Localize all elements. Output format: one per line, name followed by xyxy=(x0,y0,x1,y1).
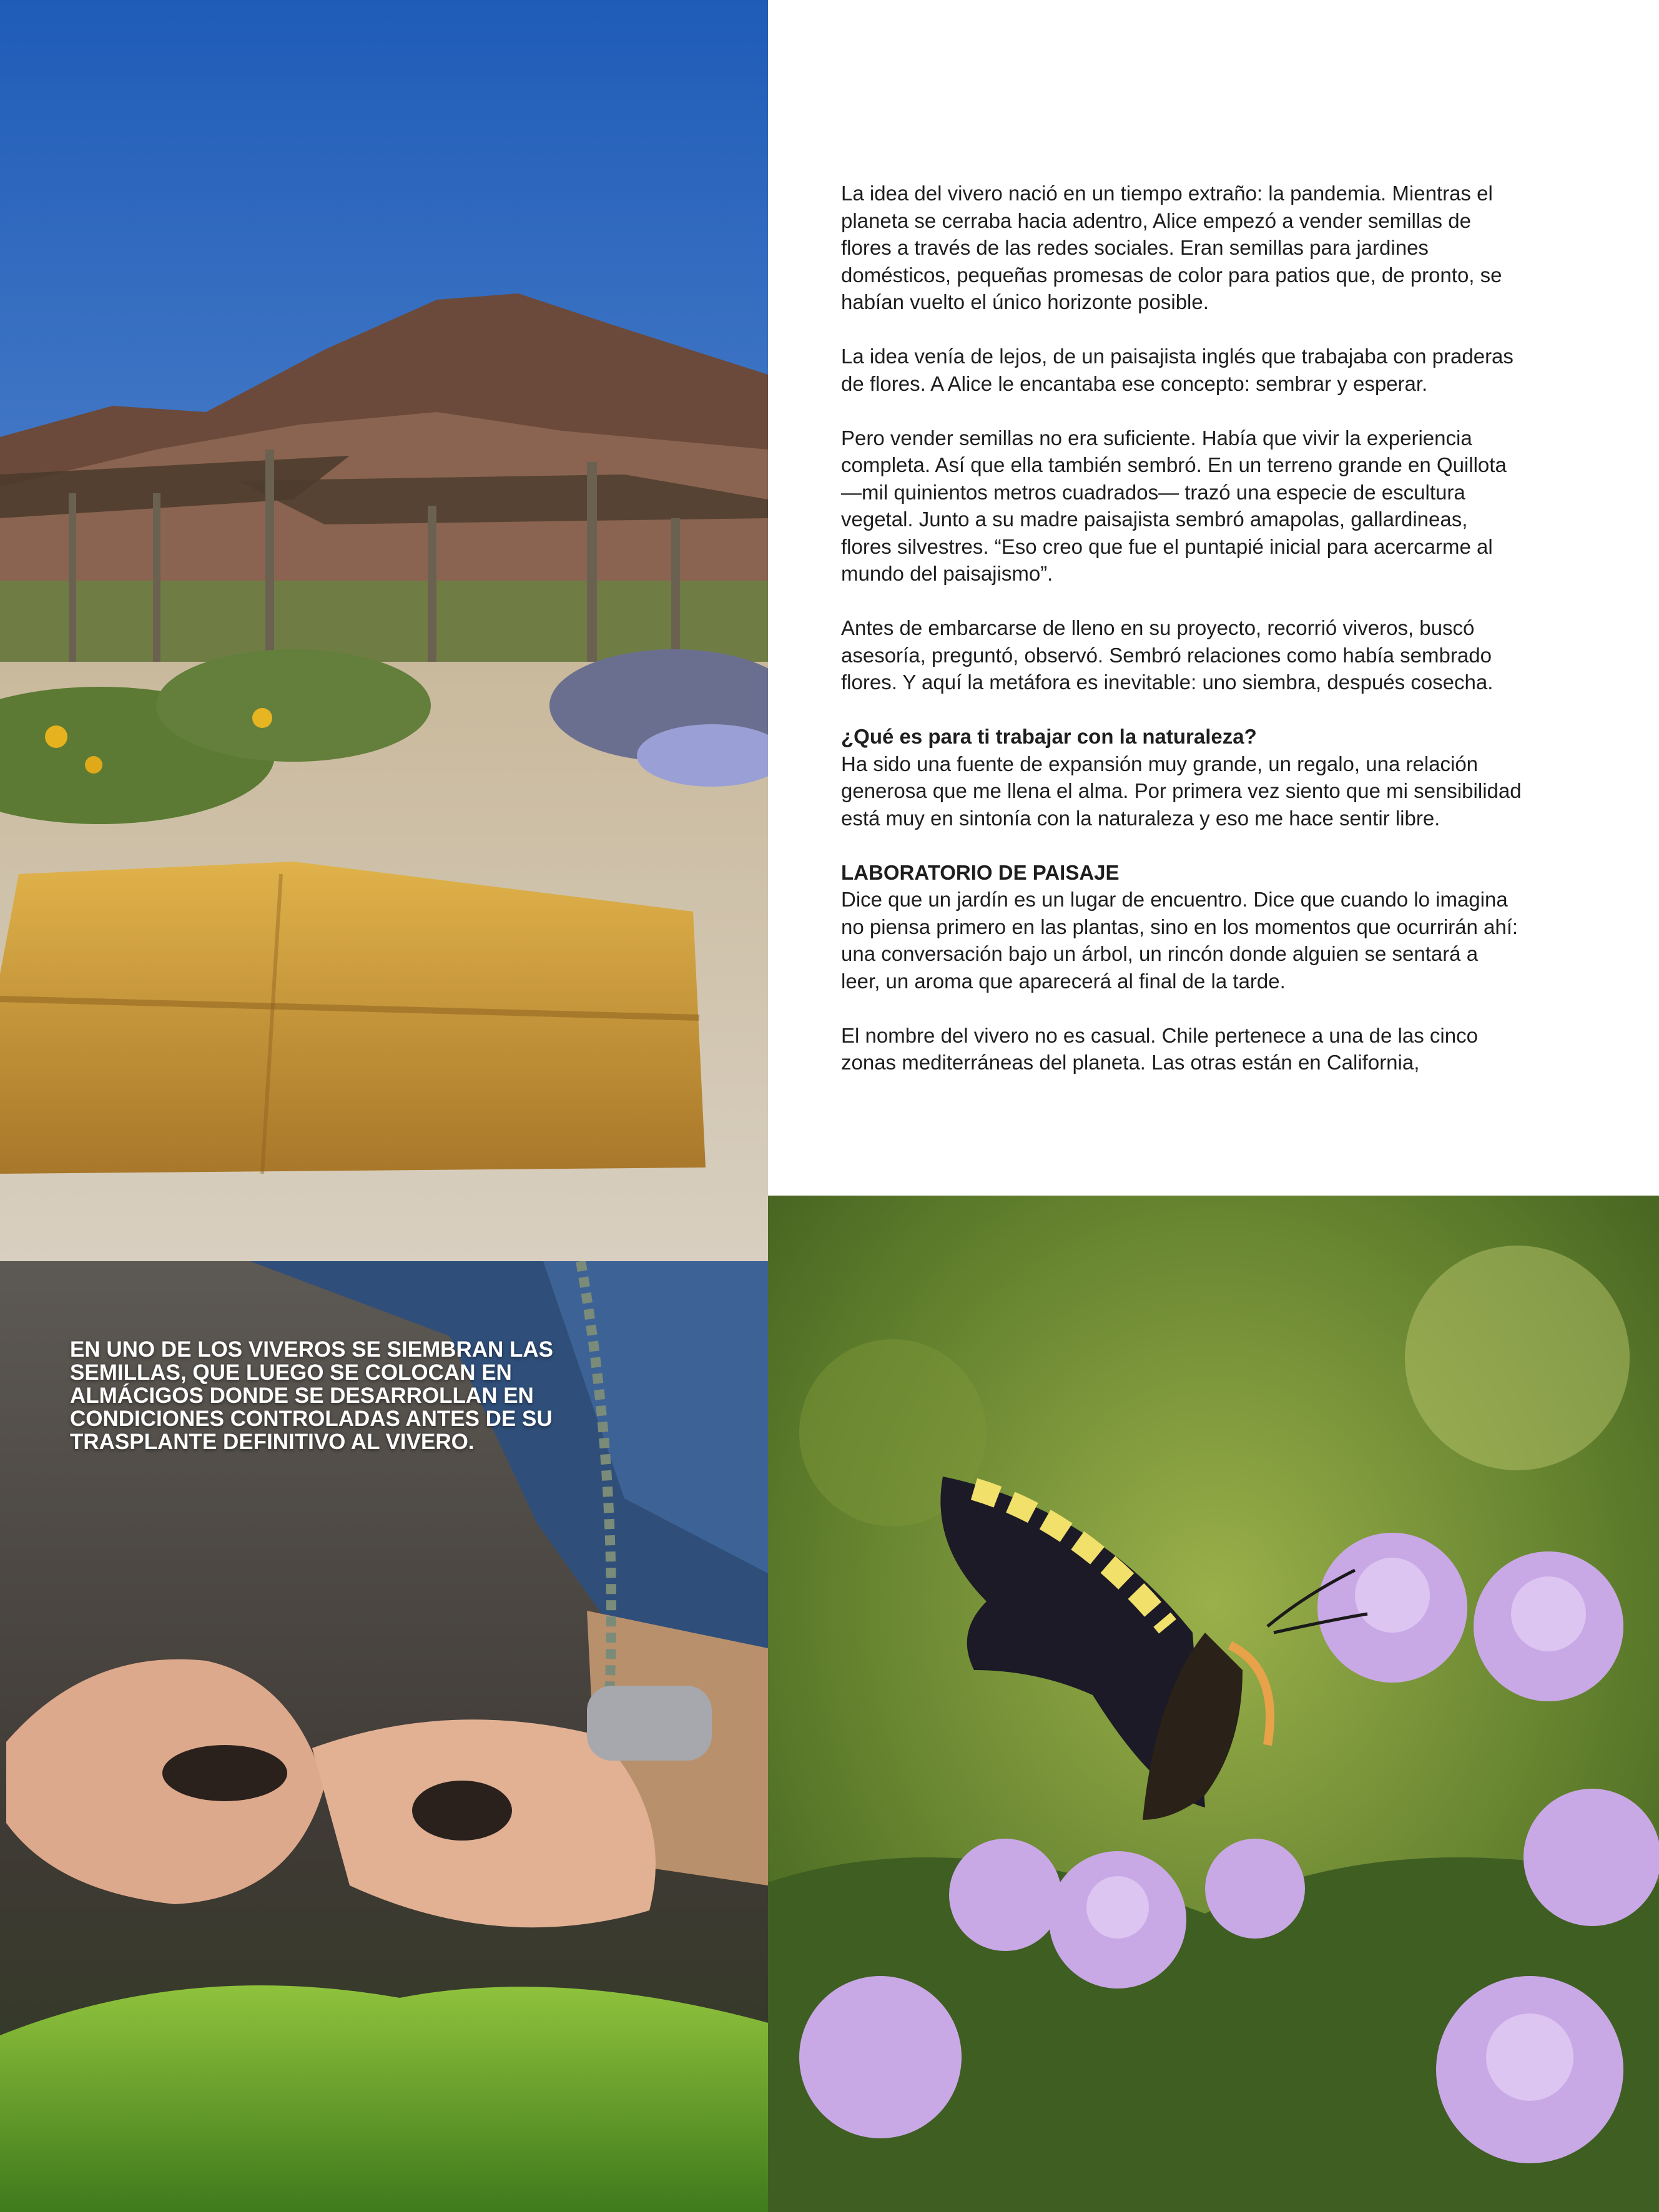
section-heading: LABORATORIO DE PAISAJE xyxy=(841,860,1120,884)
butterfly-photo xyxy=(768,1196,1659,2212)
paragraph: Antes de embarcarse de lleno en su proyecto, recorrió viveros, buscó asesoría, preguntó, observó. Sembró relaciones como había sembrado flores. Y aquí la metáfora es inevitable: uno siembra, después cosecha. xyxy=(841,616,1494,694)
article-text xyxy=(841,180,1522,1103)
paragraph: La idea venía de lejos, de un paisajista inglés que trabajaba con praderas de flores. A Alice le encantaba ese concepto: sembrar y esperar. xyxy=(841,345,1514,395)
photo-caption: EN UNO DE LOS VIVEROS SE SIEMBRAN LAS SEMILLAS, QUE LUEGO SE COLOCAN EN ALMÁCIGOS DONDE SE DESARROLLAN EN CONDICIONES CONTROLADAS ANTES DE SU TRASPLANTE DEFINITIVO AL VIVERO. xyxy=(70,1337,553,1454)
paragraph: La idea del vivero nació en un tiempo extraño: la pandemia. Mientras el planeta se cerraba hacia adentro, Alice empezó a vender semillas de flores a través de las redes sociales. Eran semillas para jardines domésticos, pequeñas promesas de color para patios que, de pronto, se habían vuelto el único horizonte posible. xyxy=(841,182,1502,313)
paragraph: Pero vender semillas no era suficiente. Había que vivir la experiencia completa. Así que ella también sembró. En un terreno grande en Quillota —mil quinientos metros cuadrados— trazó una especie de escultura vegetal. Junto a su madre paisajista sembró amapolas, gallardineas, flores silvestres. “Eso creo que fue el puntapié inicial para acercarme al mundo del paisajismo”. xyxy=(841,426,1507,585)
landscape-photo xyxy=(0,0,768,1261)
interview-answer: Ha sido una fuente de expansión muy grande, un regalo, una relación generosa que me llena el alma. Por primera vez siento que mi sensibilidad está muy en sintonía con la naturaleza y eso me hace sentir libre. xyxy=(841,752,1522,830)
interview-question: ¿Qué es para ti trabajar con la naturaleza? xyxy=(841,725,1257,748)
paragraph: El nombre del vivero no es casual. Chile pertenece a una de las cinco zonas mediterráneas del planeta. Las otras están en California, xyxy=(841,1023,1478,1074)
qa-block xyxy=(841,723,1522,832)
section-block xyxy=(841,859,1522,995)
paragraph: Dice que un jardín es un lugar de encuentro. Dice que cuando lo imagina no piensa primero en las plantas, sino en los momentos que ocurrirán ahí: una conversación bajo un árbol, un rincón donde alguien se sentará a leer, un aroma que aparecerá al final de la tarde. xyxy=(841,888,1519,993)
